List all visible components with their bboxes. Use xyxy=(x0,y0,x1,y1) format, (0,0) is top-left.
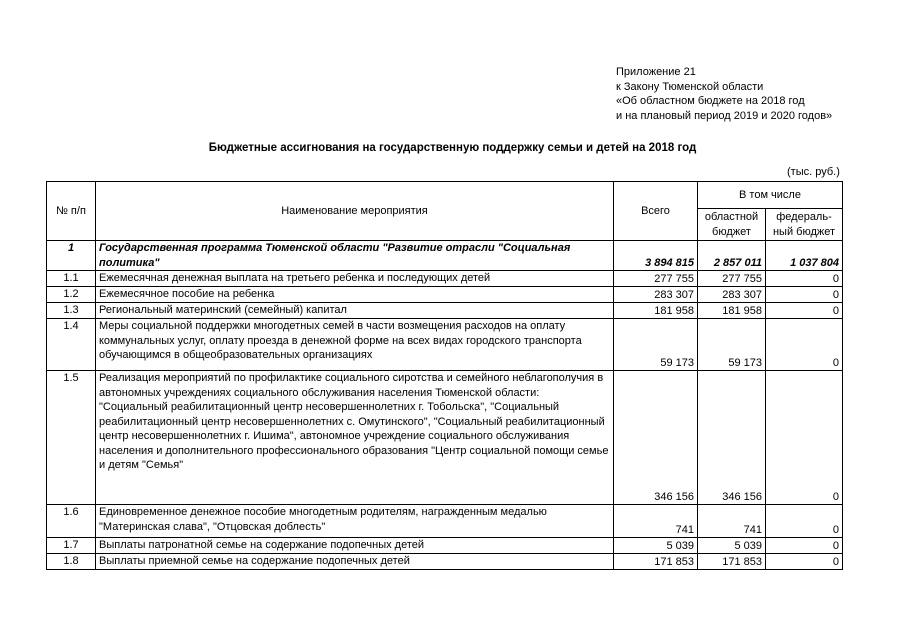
row-name: Региональный материнский (семейный) капитал xyxy=(96,303,614,319)
row-num: 1.2 xyxy=(47,287,96,303)
header-including: В том числе xyxy=(698,182,843,209)
header-federal: федераль-ный бюджет xyxy=(766,209,843,241)
row-name: Выплаты приемной семье на содержание подопечных детей xyxy=(96,554,614,570)
row-federal: 1 037 804 xyxy=(766,241,843,271)
row-name: Ежемесячная денежная выплата на третьего ребенка и последующих детей xyxy=(96,271,614,287)
row-regional: 59 173 xyxy=(698,319,766,371)
row-federal: 0 xyxy=(766,287,843,303)
row-name: Реализация мероприятий по профилактике социального сиротства и семейного неблагополучия в автономных учреждениях социального обслуживания населения Тюменской области: "Социальный реабилитационный центр несовершеннолетних г. Тобольска", "Социальный реабилитационный центр несовершеннолетних с. Омутинского", "Социальный реабилитационный центр несовершеннолетних г. Ишима", автономное учреждение социального обслуживания населения и дополнительного профессионального образования "Центр социальной помощи семье и детям "Семья" xyxy=(96,371,614,505)
row-num: 1.6 xyxy=(47,505,96,538)
row-num: 1 xyxy=(47,241,96,271)
appendix-line: и на плановый период 2019 и 2020 годов» xyxy=(616,109,833,122)
row-num: 1.7 xyxy=(47,538,96,554)
row-total: 59 173 xyxy=(614,319,698,371)
appendix-line: Приложение 21 xyxy=(616,66,696,78)
header-name: Наименование мероприятия xyxy=(96,182,614,241)
row-total: 3 894 815 xyxy=(614,241,698,271)
appendix-block xyxy=(616,65,832,123)
row-total: 181 958 xyxy=(614,303,698,319)
row-num: 1.3 xyxy=(47,303,96,319)
table-row xyxy=(47,538,843,554)
row-federal: 0 xyxy=(766,505,843,538)
appendix-line: к Закону Тюменской области xyxy=(616,80,764,93)
row-regional: 277 755 xyxy=(698,271,766,287)
row-regional: 741 xyxy=(698,505,766,538)
row-num: 1.1 xyxy=(47,271,96,287)
row-num: 1.8 xyxy=(47,554,96,570)
table-row xyxy=(47,287,843,303)
row-name: Ежемесячное пособие на ребенка xyxy=(96,287,614,303)
row-regional: 346 156 xyxy=(698,371,766,505)
row-federal: 0 xyxy=(766,554,843,570)
row-total: 283 307 xyxy=(614,287,698,303)
row-num: 1.4 xyxy=(47,319,96,371)
table-row xyxy=(47,554,843,570)
document-title: Бюджетные ассигнования на государственную поддержку семьи и детей на 2018 год xyxy=(208,142,697,154)
row-num: 1.5 xyxy=(47,371,96,505)
budget-table xyxy=(46,181,843,570)
units-label: (тыс. руб.) xyxy=(787,166,840,178)
row-total: 5 039 xyxy=(614,538,698,554)
header-regional: областной бюджет xyxy=(698,209,766,241)
row-total: 171 853 xyxy=(614,554,698,570)
appendix-line: «Об областном бюджете на 2018 год xyxy=(616,95,805,107)
row-name: Меры социальной поддержки многодетных семей в части возмещения расходов на оплату коммунальных услуг, оплату проезда в денежной форме на всех видах городского транспорта обучающимся в общеобразовательных организациях xyxy=(96,319,614,371)
table-row xyxy=(47,505,843,538)
row-name: Выплаты патронатной семье на содержание подопечных детей xyxy=(96,538,614,554)
row-total: 741 xyxy=(614,505,698,538)
header-num: № п/п xyxy=(47,182,96,241)
row-federal: 0 xyxy=(766,271,843,287)
row-name: Единовременное денежное пособие многодетным родителям, награжденным медалью "Материнская слава", "Отцовская доблесть" xyxy=(96,505,614,538)
table-row xyxy=(47,241,843,271)
row-total: 346 156 xyxy=(614,371,698,505)
row-regional: 2 857 011 xyxy=(698,241,766,271)
header-total: Всего xyxy=(614,182,698,241)
row-regional: 171 853 xyxy=(698,554,766,570)
row-regional: 181 958 xyxy=(698,303,766,319)
row-federal: 0 xyxy=(766,538,843,554)
table-row xyxy=(47,271,843,287)
table-row xyxy=(47,319,843,371)
row-federal: 0 xyxy=(766,371,843,505)
row-regional: 283 307 xyxy=(698,287,766,303)
row-name: Государственная программа Тюменской области "Развитие отрасли "Социальная политика" xyxy=(96,241,614,271)
table-row xyxy=(47,371,843,505)
row-federal: 0 xyxy=(766,303,843,319)
row-federal: 0 xyxy=(766,319,843,371)
row-regional: 5 039 xyxy=(698,538,766,554)
row-total: 277 755 xyxy=(614,271,698,287)
table-row xyxy=(47,303,843,319)
